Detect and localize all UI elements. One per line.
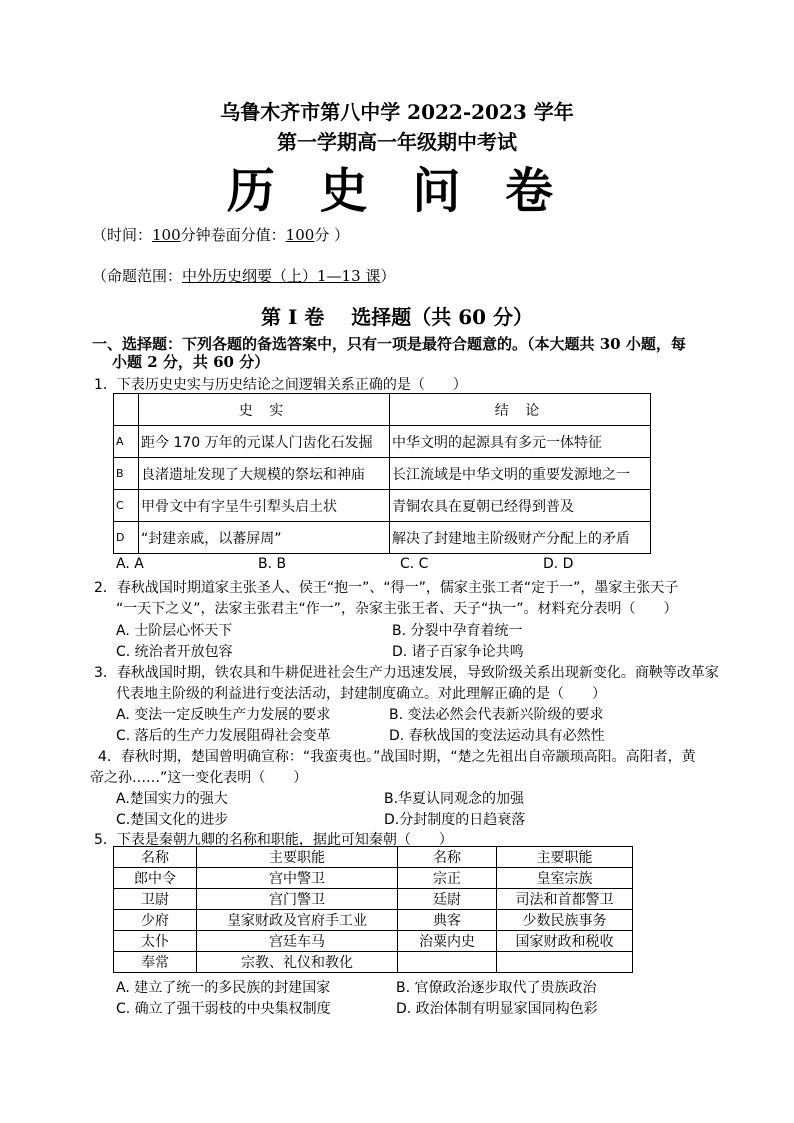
exam-term: 第一学期高一年级期中考试 — [277, 130, 517, 154]
table-row: C 甲骨文中有字呈牛引犁头启土状 青铜农具在夏朝已经得到普及 — [114, 490, 651, 522]
q3-option-c[interactable]: C. 落后的生产力发展阻碍社会变革 — [116, 728, 331, 744]
q4-option-b[interactable]: B.华夏认同观念的加强 — [384, 791, 525, 807]
table-row: D “封建亲戚，以蕃屏周” 解决了封建地主阶级财产分配上的矛盾 — [114, 522, 651, 554]
section-instructions-2: 小题 2 分，共 60 分） — [112, 353, 270, 371]
subject-title: 历 史 问 卷 — [226, 163, 568, 219]
section-instructions-1: 一、选择题：下列各题的备选答案中，只有一项是最符合题意的。（本大题共 30 小题，每 — [92, 335, 686, 353]
table-row: 少府 皇家财政及官府手工业 典客 少数民族事务 — [114, 910, 633, 931]
q5-option-b[interactable]: B. 官僚政治逐步取代了贵族政治 — [396, 980, 597, 996]
table-row: A 距今 170 万年的元谋人门齿化石发掘 中华文明的起源具有多元一体特征 — [114, 426, 651, 458]
col-fact: 史 实 — [139, 394, 390, 426]
q4-option-d[interactable]: D.分封制度的日趋衰落 — [384, 812, 526, 828]
q3-option-a[interactable]: A. 变法一定反映生产力发展的要求 — [116, 707, 331, 723]
question-2-line2: “一天下之义”，法家主张君主“作一”，杂家主张王者、天子“执一”。材料充分表明（ ） — [116, 601, 678, 617]
table-row: 奉常 宗教、礼仪和教化 — [114, 952, 633, 973]
table-row: B 良渚遗址发现了大规模的祭坛和神庙 长江流域是中华文明的重要发源地之一 — [114, 458, 651, 490]
scope-value: 中外历史纲要（上）1—13 课 — [182, 267, 381, 285]
section-title: 第 I 卷 选择题（共 60 分） — [260, 305, 533, 329]
q1-option-b[interactable]: B. B — [258, 556, 287, 572]
score-value: 100 — [285, 226, 315, 244]
q2-option-d[interactable]: D. 诸子百家争论共鸣 — [392, 644, 524, 660]
table-row: 太仆 宫廷车马 治粟内史 国家财政和税收 — [114, 931, 633, 952]
exam-time-line: （时间：100分钟卷面分值：100分 ） — [92, 226, 350, 244]
school-title: 乌鲁木齐市第八中学 2022-2023 学年 — [220, 100, 574, 124]
q2-option-a[interactable]: A. 士阶层心怀天下 — [116, 623, 233, 639]
time-value: 100 — [152, 226, 181, 244]
q3-option-d[interactable]: D. 春秋战国的变法运动具有必然性 — [389, 728, 605, 744]
q2-option-b[interactable]: B. 分裂中孕育着统一 — [392, 623, 523, 639]
question-3-line1: 3．春秋战国时期，铁农具和牛耕促进社会生产力迅速发展，导致阶级关系出现新变化。商鞅等改革家 — [94, 665, 719, 681]
q1-option-c[interactable]: C. C — [400, 556, 429, 572]
question-4-line2: 帝之孙……”这一变化表明（ ） — [90, 770, 308, 786]
q2-option-c[interactable]: C. 统治者开放包容 — [116, 644, 233, 660]
table-row: 郎中令 宫中警卫 宗正 皇室宗族 — [114, 868, 633, 889]
q3-option-b[interactable]: B. 变法必然会代表新兴阶级的要求 — [389, 707, 604, 723]
exam-scope-line: （命题范围：中外历史纲要（上）1—13 课） — [92, 267, 396, 285]
q5-option-c[interactable]: C. 确立了强干弱枝的中央集权制度 — [116, 1001, 331, 1017]
col-conclusion: 结 论 — [390, 394, 651, 426]
q5-option-a[interactable]: A. 建立了统一的多民族的封建国家 — [116, 980, 331, 996]
question-5-stem: 5．下表是秦朝九卿的名称和职能，据此可知秦朝（ ） — [94, 832, 453, 848]
question-1-table — [113, 393, 651, 554]
q5-option-d[interactable]: D. 政治体制有明显家国同构色彩 — [396, 1001, 598, 1017]
question-5-table: 名称 主要职能 名称 主要职能 郎中令 宫中警卫 宗正 皇室宗族 卫尉 宫门警卫 廷尉 司法和首都警卫 少府 皇家财政及官府手工业 典客 少数民族事务 太仆 宫廷车马 治粟内史 国家财政和税收 奉常 宗教、礼仪和教化 — [113, 846, 633, 973]
question-1-stem: 1．下表历史史实与历史结论之间逻辑关系正确的是（ ） — [94, 377, 467, 393]
q1-option-d[interactable]: D. D — [543, 556, 574, 572]
q4-option-c[interactable]: C.楚国文化的进步 — [116, 812, 229, 828]
q1-option-a[interactable]: A. A — [116, 556, 144, 572]
q4-option-a[interactable]: A.楚国实力的强大 — [116, 791, 228, 807]
question-3-line2: 代表地主阶级的利益进行变法活动，封建制度确立。对此理解正确的是（ ） — [116, 686, 606, 702]
table-row: 卫尉 宫门警卫 廷尉 司法和首都警卫 — [114, 889, 633, 910]
question-2-line1: 2．春秋战国时期道家主张圣人、侯王“抱一”、“得一”，儒家主张工者“定于一”，墨家主张天子 — [94, 580, 679, 596]
question-4-line1: 4．春秋时期，楚国曾明确宣称：“我蛮夷也。”战国时期，“楚之先祖出自帝颛顼高阳。高阳者，黄 — [98, 749, 696, 765]
